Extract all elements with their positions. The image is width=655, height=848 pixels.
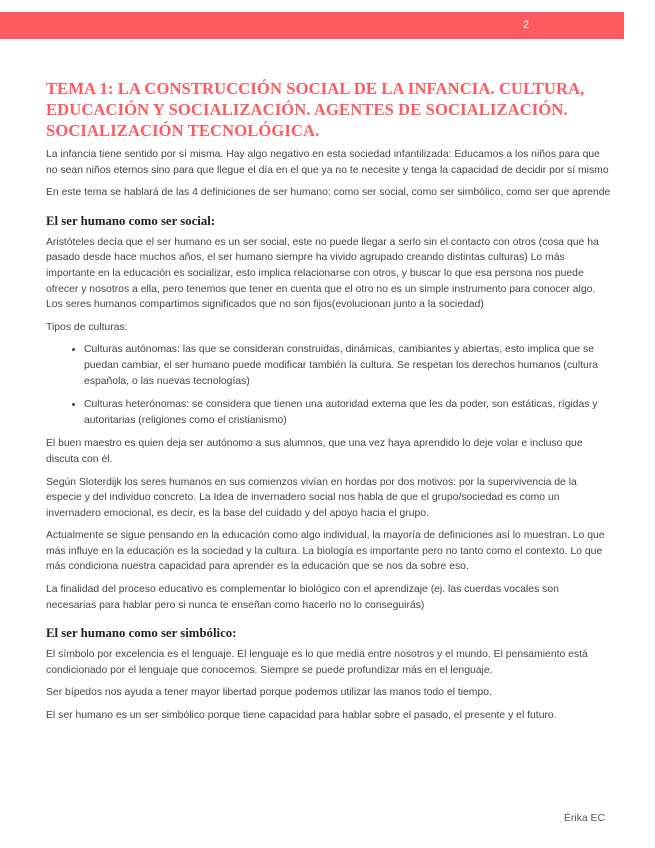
page-number: 2 [523, 19, 530, 31]
paragraph: Según Sloterdijk los seres humanos en sus comienzos vivían en hordas por dos motivos: por la supervivencia de la especie y del individuo concreto. La Idea de invernadero social nos habla de que el grupo/sociedad es como un invernadero emocional, es decir, es la base del cuidado y del apoyo hacia el grupo. [46, 476, 577, 519]
intro-paragraph: En este tema se hablará de las 4 definiciones de ser humano: como ser social, como ser simbólico, como ser que aprende [46, 187, 611, 199]
section-heading-symbolic: El ser humano como ser simbólico: [46, 626, 237, 641]
document-body [46, 78, 612, 731]
paragraph: El buen maestro es quien deja ser autónomo a sus alumnos, que una vez haya aprendido lo deje volar e incluso que discuta con él. [46, 438, 583, 465]
list-item: • Culturas autónomas: las que se consideran construidas, dinámicas, cambiantes y abiertas, esto implica que se puedan cambiar, el ser humano puede modificar también la cultura. Se respetan los derechos humanos (cultura española, o las nuevas tecnologías) [84, 342, 612, 389]
intro-paragraph: La infancia tiene sentido por sí misma. Hay algo negativo en esta sociedad infantilizada: Educamos a los niños para que no sean niños eternos sino para que llegue el día en el que ya no te necesite y tenga la capacidad de decidir por sí mismo [46, 149, 609, 176]
cultures-list [46, 342, 612, 428]
paragraph: Actualmente se sigue pensando en la educación como algo individual, la mayoría de definiciones así lo muestran. Lo que más influye en la educación es la sociedad y la cultura. La biología es importante pero no tanto como el contexto. Lo que más condiciona nuestra capacidad para aprender es la educación que se nos da sobre eso. [46, 530, 605, 573]
section-heading-social: El ser humano como ser social: [46, 213, 216, 228]
header-bar [0, 12, 624, 39]
document-title: TEMA 1: LA CONSTRUCCIÓN SOCIAL DE LA INFANCIA. CULTURA, EDUCACIÓN Y SOCIALIZACIÓN. AGENTES DE SOCIALIZACIÓN. SOCIALIZACIÓN TECNOLÓGICA. [46, 79, 585, 140]
paragraph: El ser humano es un ser simbólico porque tiene capacidad para hablar sobre el pasado, el presente y el futuro. [46, 710, 557, 722]
author-footer: Érika EC [564, 813, 605, 824]
list-item: • Culturas heterónomas: se considera que tienen una autoridad externa que les da poder, son estáticas, rígidas y autoritarias (religiones como el cristianismo) [84, 397, 612, 428]
paragraph: Aristóteles decía que el ser humano es un ser social, este no puede llegar a serlo sin el contacto con otros (cosa que ha pasado desde hace muchos años, el ser humano siempre ha vivido agrupado creando distintas culturas) Lo más importante en la educación es socializar, esto implica relacionarse con otros, y buscar lo que esa persona nos puede ofrecer y nosotros a ella, pero tenemos que tener en cuenta que el otro no es un simple instrumento para conocer algo. Los seres humanos compartimos significados que no son fijos(evolucionan junto a la sociedad) [46, 236, 599, 311]
paragraph: Ser bípedos nos ayuda a tener mayor libertad porque podemos utilizar las manos todo el tiempo. [46, 687, 492, 699]
paragraph: Tipos de culturas: [46, 321, 128, 333]
paragraph: La finalidad del proceso educativo es complementar lo biológico con el aprendizaje (ej. las cuerdas vocales son necesarias para hablar pero si nunca te enseñan como hacerlo no lo conseguirás) [46, 584, 559, 611]
paragraph: El símbolo por excelencia es el lenguaje. El lenguaje es lo que media entre nosotros y el mundo. El pensamiento está condicionado por el lenguaje que conocemos. Siempre se puede profundizar más en el lenguaje. [46, 649, 588, 676]
